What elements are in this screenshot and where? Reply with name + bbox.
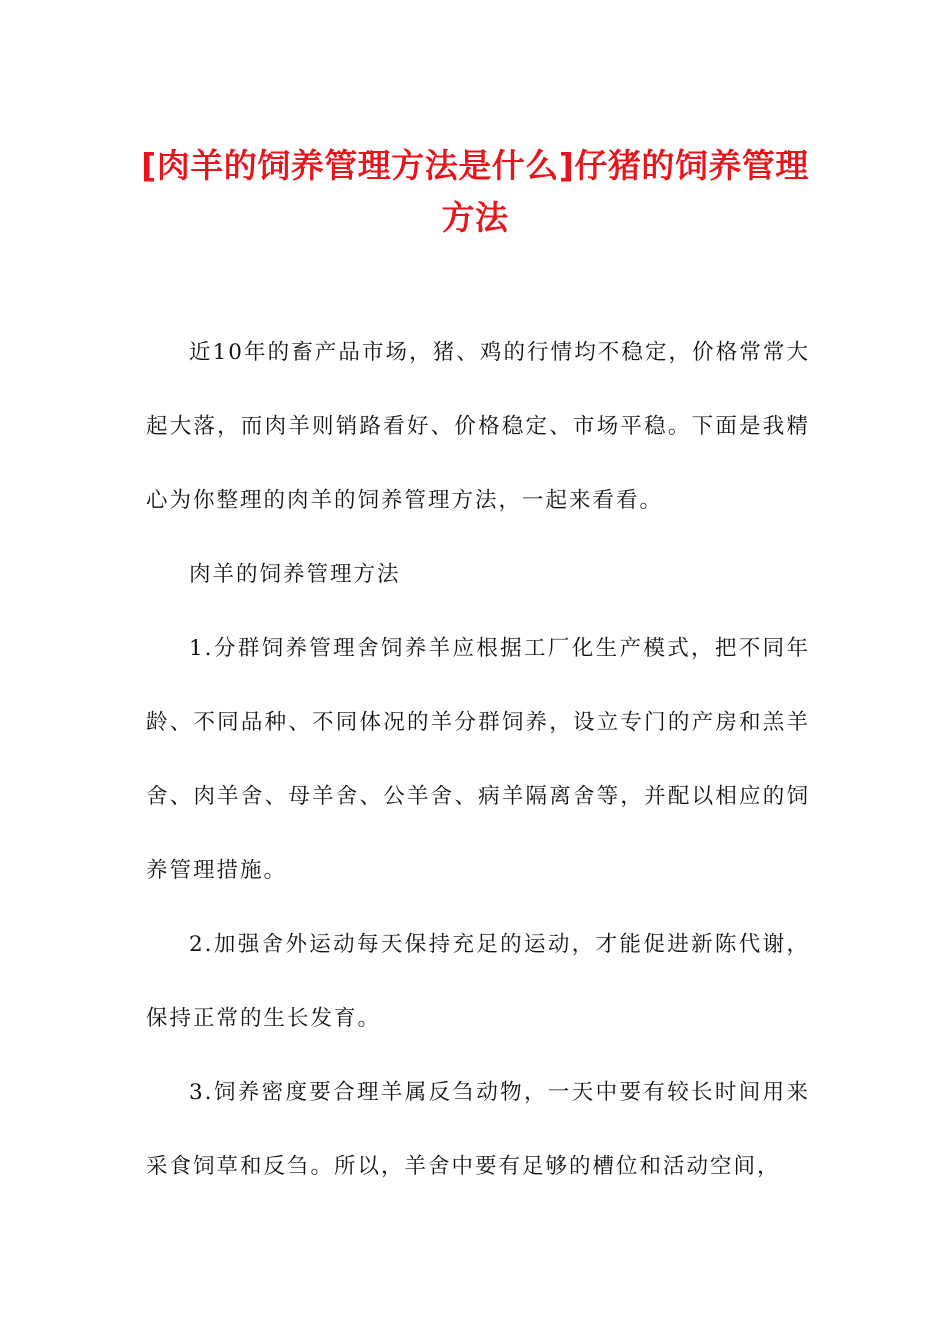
paragraph-item-2: 2.加强舍外运动每天保持充足的运动，才能促进新陈代谢，保持正常的生长发育。 (146, 932, 810, 1031)
paragraph-section-heading: 肉羊的饲养管理方法 (189, 562, 401, 587)
paragraph-item-1: 1.分群饲养管理舍饲养羊应根据工厂化生产模式，把不同年龄、不同品种、不同体况的羊分群饲养，设立专门的产房和羔羊舍、肉羊舍、母羊舍、公羊舍、病羊隔离舍等，并配以相应的饲养管理措施。 (146, 636, 810, 883)
document-body (146, 316, 810, 1204)
paragraph-intro: 近10年的畜产品市场，猪、鸡的行情均不稳定，价格常常大起大落，而肉羊则销路看好、价格稳定、市场平稳。下面是我精心为你整理的肉羊的饲养管理方法，一起来看看。 (146, 340, 810, 513)
document-title: [肉羊的饲养管理方法是什么]仔猪的饲养管理方法 (141, 146, 809, 237)
paragraph-item-3: 3.饲养密度要合理羊属反刍动物，一天中要有较长时间用来采食饲草和反刍。所以，羊舍中要有足够的槽位和活动空间， (146, 1080, 810, 1179)
